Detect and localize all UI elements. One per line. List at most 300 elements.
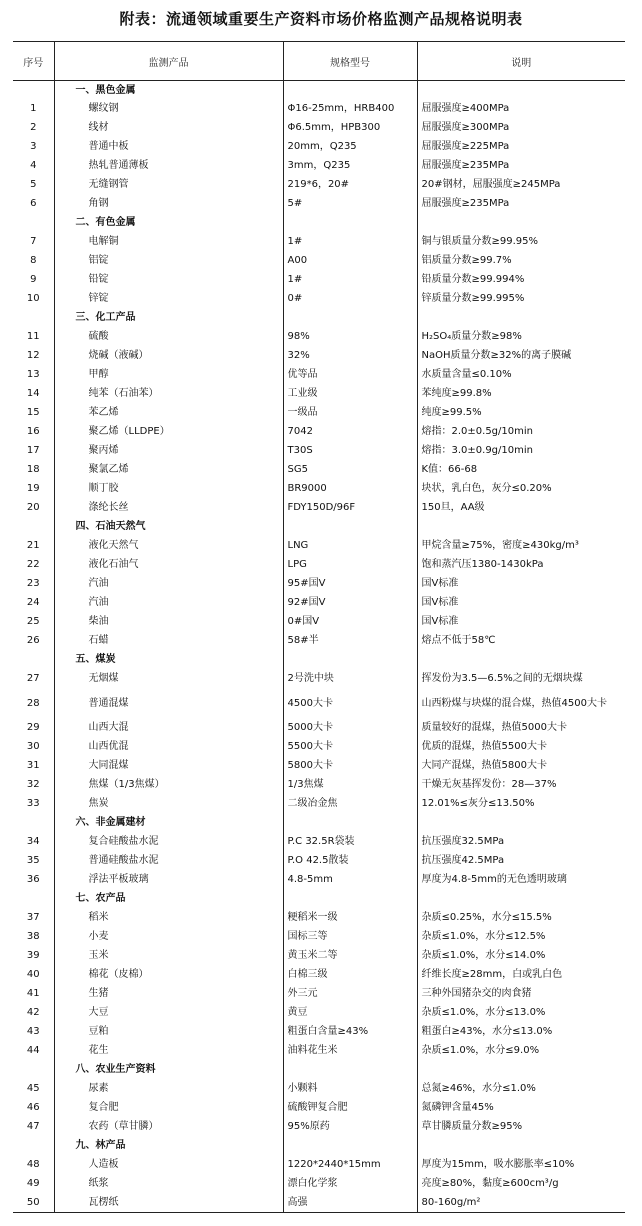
row-number: 27	[26, 673, 40, 684]
product-note: 厚度为15mm，吸水膨胀率≤10%	[417, 1156, 625, 1175]
product-note: 粗蛋白≥43%，水分≤13.0%	[417, 1023, 625, 1042]
product-name: 普通硅酸盐水泥	[54, 852, 283, 871]
product-spec: 漂白化学浆	[283, 1175, 417, 1194]
product-name: 山西大混	[54, 719, 283, 738]
product-note: 锌质量分数≥99.995%	[417, 290, 625, 309]
product-note: 水质量含量≤0.10%	[417, 366, 625, 385]
product-spec: LNG	[283, 537, 417, 556]
table-row	[13, 1080, 625, 1099]
table-row	[13, 833, 625, 852]
category-label: 七、农产品	[54, 890, 283, 909]
product-note: 抗压强度32.5MPa	[417, 833, 625, 852]
table-row	[13, 385, 625, 404]
row-number: 17	[26, 445, 40, 456]
product-name: 柴油	[54, 613, 283, 632]
category-no-cell	[13, 309, 54, 328]
table-row	[13, 719, 625, 738]
product-note: 熔点不低于58℃	[417, 632, 625, 651]
row-number: 29	[26, 722, 40, 733]
row-number: 5	[30, 179, 37, 190]
product-note: 饱和蒸汽压1380-1430kPa	[417, 556, 625, 575]
category-row	[13, 890, 625, 909]
table-row	[13, 776, 625, 795]
table-row	[13, 157, 625, 176]
row-number: 41	[26, 988, 40, 999]
product-spec: 0#	[283, 290, 417, 309]
product-name: 无缝钢管	[54, 176, 283, 195]
row-number: 39	[26, 950, 40, 961]
table-row	[13, 252, 625, 271]
product-name: 聚乙烯（LLDPE）	[54, 423, 283, 442]
product-spec: 0#国Ⅴ	[283, 613, 417, 632]
product-name: 生猪	[54, 985, 283, 1004]
category-row	[13, 651, 625, 670]
row-number: 25	[26, 616, 40, 627]
product-note: 80-160g/m²	[417, 1194, 625, 1213]
row-number: 26	[26, 635, 40, 646]
row-number: 34	[26, 836, 40, 847]
product-spec: 黄豆	[283, 1004, 417, 1023]
table-row	[13, 738, 625, 757]
product-note: 铜与银质量分数≥99.95%	[417, 233, 625, 252]
product-note: 屈服强度≥300MPa	[417, 119, 625, 138]
table-row	[13, 1099, 625, 1118]
category-label: 五、煤炭	[54, 651, 283, 670]
category-no-cell	[13, 1137, 54, 1156]
product-name: 石蜡	[54, 632, 283, 651]
table-row	[13, 1156, 625, 1175]
product-spec: 32%	[283, 347, 417, 366]
product-note: 三种外国猪杂交的肉食猪	[417, 985, 625, 1004]
header-no: 序号	[13, 42, 54, 81]
product-note: 国Ⅴ标准	[417, 594, 625, 613]
product-name: 电解铜	[54, 233, 283, 252]
product-spec: 外三元	[283, 985, 417, 1004]
product-name: 纯苯（石油苯）	[54, 385, 283, 404]
category-label: 四、石油天然气	[54, 518, 283, 537]
table-row	[13, 100, 625, 119]
category-spec-cell	[283, 81, 417, 100]
product-note: 铝质量分数≥99.7%	[417, 252, 625, 271]
table-row	[13, 852, 625, 871]
row-number: 21	[26, 540, 40, 551]
table-row	[13, 909, 625, 928]
category-no-cell	[13, 81, 54, 100]
table-row	[13, 1194, 625, 1213]
table-row	[13, 632, 625, 651]
header-spec: 规格型号	[283, 42, 417, 81]
product-note: 铅质量分数≥99.994%	[417, 271, 625, 290]
category-note-cell	[417, 518, 625, 537]
product-spec: 7042	[283, 423, 417, 442]
product-note: 厚度为4.8-5mm的无色透明玻璃	[417, 871, 625, 890]
product-spec: BR9000	[283, 480, 417, 499]
product-name: 汽油	[54, 594, 283, 613]
table-row	[13, 966, 625, 985]
product-note: 20#钢材，屈服强度≥245MPa	[417, 176, 625, 195]
category-spec-cell	[283, 214, 417, 233]
row-number: 49	[26, 1178, 40, 1189]
product-name: 液化天然气	[54, 537, 283, 556]
product-name: 无烟煤	[54, 670, 283, 689]
row-number: 14	[26, 388, 40, 399]
category-no-cell	[13, 518, 54, 537]
row-number: 22	[26, 559, 40, 570]
product-note: 屈服强度≥235MPa	[417, 157, 625, 176]
category-row	[13, 1137, 625, 1156]
product-spec: 1#	[283, 271, 417, 290]
product-note: 苯纯度≥99.8%	[417, 385, 625, 404]
row-number: 40	[26, 969, 40, 980]
row-number: 50	[13, 1194, 54, 1213]
product-note: 国Ⅴ标准	[417, 575, 625, 594]
product-name: 焦炭	[54, 795, 283, 814]
row-number: 35	[26, 855, 40, 866]
product-spec: 5#	[283, 195, 417, 214]
product-spec: 粳稻米一级	[283, 909, 417, 928]
row-number: 11	[26, 331, 40, 342]
product-name: 顺丁胶	[54, 480, 283, 499]
category-row	[13, 518, 625, 537]
category-note-cell	[417, 1061, 625, 1080]
row-number: 32	[26, 779, 40, 790]
product-note: 质量较好的混煤，热值5000大卡	[417, 719, 625, 738]
product-note: 杂质≤1.0%，水分≤14.0%	[417, 947, 625, 966]
product-note: 氮磷钾含量45%	[417, 1099, 625, 1118]
category-note-cell	[417, 309, 625, 328]
table-row	[13, 461, 625, 480]
product-spec: 工业级	[283, 385, 417, 404]
row-number: 46	[26, 1102, 40, 1113]
product-name: 浮法平板玻璃	[54, 871, 283, 890]
product-name: 液化石油气	[54, 556, 283, 575]
product-spec: 黄玉米二等	[283, 947, 417, 966]
category-label: 三、化工产品	[54, 309, 283, 328]
product-name: 农药（草甘膦）	[54, 1118, 283, 1137]
category-note-cell	[417, 890, 625, 909]
row-number: 23	[26, 578, 40, 589]
category-no-cell	[13, 214, 54, 233]
product-name: 尿素	[54, 1080, 283, 1099]
product-name: 棉花（皮棉）	[54, 966, 283, 985]
table-row	[13, 290, 625, 309]
product-spec: 1#	[283, 233, 417, 252]
page-title: 附表：流通领域重要生产资料市场价格监测产品规格说明表	[119, 10, 523, 28]
table-row	[13, 347, 625, 366]
product-spec: 4500大卡	[283, 689, 417, 719]
table-row	[13, 1118, 625, 1137]
row-number: 28	[26, 697, 40, 709]
category-row	[13, 214, 625, 233]
product-name: 瓦楞纸	[54, 1194, 283, 1213]
product-spec: 1220*2440*15mm	[283, 1156, 417, 1175]
product-spec: 1/3焦煤	[283, 776, 417, 795]
table-row	[13, 537, 625, 556]
product-note: 熔指：2.0±0.5g/10min	[417, 423, 625, 442]
table-row	[13, 613, 625, 632]
table-row	[13, 985, 625, 1004]
product-spec: P.O 42.5散装	[283, 852, 417, 871]
product-spec: 国标三等	[283, 928, 417, 947]
product-note: 甲烷含量≥75%，密度≥430kg/m³	[417, 537, 625, 556]
row-number: 47	[26, 1121, 40, 1132]
product-spec: 优等品	[283, 366, 417, 385]
product-spec: 95%原药	[283, 1118, 417, 1137]
table-row	[13, 233, 625, 252]
category-no-cell	[13, 890, 54, 909]
product-note: 大同产混煤，热值5800大卡	[417, 757, 625, 776]
product-name: 稻米	[54, 909, 283, 928]
table-row	[13, 366, 625, 385]
product-note: 屈服强度≥225MPa	[417, 138, 625, 157]
product-note: 杂质≤1.0%，水分≤9.0%	[417, 1042, 625, 1061]
product-note: 干燥无灰基挥发份：28—37%	[417, 776, 625, 795]
table-row	[13, 1042, 625, 1061]
row-number: 18	[26, 464, 40, 475]
table-row	[13, 1175, 625, 1194]
product-name: 角钢	[54, 195, 283, 214]
product-spec: 20mm，Q235	[283, 138, 417, 157]
product-note: 亮度≥80%，黏度≥600cm³/g	[417, 1175, 625, 1194]
product-spec: 5800大卡	[283, 757, 417, 776]
table-row	[13, 575, 625, 594]
category-note-cell	[417, 814, 625, 833]
product-spec: FDY150D/96F	[283, 499, 417, 518]
product-name: 大同混煤	[54, 757, 283, 776]
row-number: 24	[26, 597, 40, 608]
row-number: 9	[30, 274, 37, 285]
product-spec: 2号洗中块	[283, 670, 417, 689]
product-note: 草甘膦质量分数≥95%	[417, 1118, 625, 1137]
table-row	[13, 404, 625, 423]
table-row	[13, 271, 625, 290]
category-label: 二、有色金属	[54, 214, 283, 233]
product-note: 杂质≤1.0%，水分≤13.0%	[417, 1004, 625, 1023]
category-label: 八、农业生产资料	[54, 1061, 283, 1080]
product-spec: 5000大卡	[283, 719, 417, 738]
table-row	[13, 670, 625, 689]
product-spec: P.C 32.5R袋装	[283, 833, 417, 852]
product-name: 铅锭	[54, 271, 283, 290]
product-note: K值：66-68	[417, 461, 625, 480]
row-number: 4	[30, 160, 37, 171]
product-note: 山西粉煤与块煤的混合煤，热值4500大卡	[417, 689, 625, 719]
product-name: 复合肥	[54, 1099, 283, 1118]
product-spec: 高强	[283, 1194, 417, 1213]
row-number: 48	[26, 1159, 40, 1170]
product-spec: 一级品	[283, 404, 417, 423]
category-spec-cell	[283, 651, 417, 670]
category-label: 九、林产品	[54, 1137, 283, 1156]
product-spec: 白棉三级	[283, 966, 417, 985]
product-spec: SG5	[283, 461, 417, 480]
category-note-cell	[417, 81, 625, 100]
product-name: 花生	[54, 1042, 283, 1061]
product-name: 螺纹钢	[54, 100, 283, 119]
row-number: 33	[26, 798, 40, 809]
row-number: 3	[30, 141, 37, 152]
product-spec: 粗蛋白含量≥43%	[283, 1023, 417, 1042]
product-note: 熔指：3.0±0.9g/10min	[417, 442, 625, 461]
product-note: 杂质≤1.0%，水分≤12.5%	[417, 928, 625, 947]
product-spec: 3mm，Q235	[283, 157, 417, 176]
row-number: 1	[30, 103, 37, 114]
product-note: 纯度≥99.5%	[417, 404, 625, 423]
header-product: 监测产品	[54, 42, 283, 81]
product-name: 聚氯乙烯	[54, 461, 283, 480]
category-note-cell	[417, 651, 625, 670]
row-number: 10	[26, 293, 40, 304]
row-number: 31	[26, 760, 40, 771]
product-note: 屈服强度≥400MPa	[417, 100, 625, 119]
product-name: 山西优混	[54, 738, 283, 757]
product-name: 热轧普通薄板	[54, 157, 283, 176]
table-row	[13, 928, 625, 947]
product-spec: 219*6，20#	[283, 176, 417, 195]
spec-table	[13, 41, 625, 1213]
table-row	[13, 480, 625, 499]
product-note: 优质的混煤，热值5500大卡	[417, 738, 625, 757]
row-number: 2	[30, 122, 37, 133]
product-name: 线材	[54, 119, 283, 138]
table-row	[13, 947, 625, 966]
category-note-cell	[417, 214, 625, 233]
product-name: 普通混煤	[54, 689, 283, 719]
category-spec-cell	[283, 1061, 417, 1080]
category-spec-cell	[283, 890, 417, 909]
category-row	[13, 1061, 625, 1080]
row-number: 13	[26, 369, 40, 380]
table-header	[13, 42, 625, 81]
product-name: 烧碱（液碱）	[54, 347, 283, 366]
product-spec: LPG	[283, 556, 417, 575]
row-number: 7	[30, 236, 37, 247]
category-label: 六、非金属建材	[54, 814, 283, 833]
table-row	[13, 556, 625, 575]
row-number: 8	[30, 255, 37, 266]
product-name: 苯乙烯	[54, 404, 283, 423]
category-spec-cell	[283, 309, 417, 328]
product-spec: 5500大卡	[283, 738, 417, 757]
product-spec: 硫酸钾复合肥	[283, 1099, 417, 1118]
table-row	[13, 757, 625, 776]
product-name: 铝锭	[54, 252, 283, 271]
row-number: 42	[26, 1007, 40, 1018]
product-name: 锌锭	[54, 290, 283, 309]
category-spec-cell	[283, 814, 417, 833]
table-row	[13, 594, 625, 613]
product-spec: 小颗料	[283, 1080, 417, 1099]
product-note: H₂SO₄质量分数≥98%	[417, 328, 625, 347]
row-number: 6	[30, 198, 37, 209]
product-spec: 98%	[283, 328, 417, 347]
product-note: 挥发份为3.5—6.5%之间的无烟块煤	[417, 670, 625, 689]
category-note-cell	[417, 1137, 625, 1156]
table-row	[13, 499, 625, 518]
table-row	[13, 423, 625, 442]
row-number: 37	[26, 912, 40, 923]
row-number: 19	[26, 483, 40, 494]
product-name: 汽油	[54, 575, 283, 594]
product-spec: T30S	[283, 442, 417, 461]
product-spec: 4.8-5mm	[283, 871, 417, 890]
product-spec: 58#半	[283, 632, 417, 651]
product-name: 大豆	[54, 1004, 283, 1023]
product-name: 普通中板	[54, 138, 283, 157]
product-name: 涤纶长丝	[54, 499, 283, 518]
product-spec: A00	[283, 252, 417, 271]
row-number: 45	[26, 1083, 40, 1094]
product-name: 甲醇	[54, 366, 283, 385]
product-spec: Φ16-25mm，HRB400	[283, 100, 417, 119]
product-note: 屈服强度≥235MPa	[417, 195, 625, 214]
row-number: 12	[26, 350, 40, 361]
row-number: 44	[26, 1045, 40, 1056]
product-note: 纤维长度≥28mm，白或乳白色	[417, 966, 625, 985]
header-row	[13, 42, 625, 81]
product-spec: 油料花生米	[283, 1042, 417, 1061]
category-spec-cell	[283, 518, 417, 537]
category-no-cell	[13, 814, 54, 833]
row-number: 38	[26, 931, 40, 942]
table-row	[13, 442, 625, 461]
product-name: 人造板	[54, 1156, 283, 1175]
product-name: 小麦	[54, 928, 283, 947]
category-row	[13, 81, 625, 100]
category-spec-cell	[283, 1137, 417, 1156]
header-note: 说明	[417, 42, 625, 81]
category-label: 一、黑色金属	[54, 81, 283, 100]
table-row	[13, 795, 625, 814]
category-row	[13, 814, 625, 833]
row-number: 43	[26, 1026, 40, 1037]
row-number: 20	[26, 502, 40, 513]
category-row	[13, 309, 625, 328]
product-spec: 92#国Ⅴ	[283, 594, 417, 613]
table-row	[13, 871, 625, 890]
product-note: 150旦，AA级	[417, 499, 625, 518]
table-row	[13, 1023, 625, 1042]
product-note: 总氮≥46%，水分≤1.0%	[417, 1080, 625, 1099]
product-note: 块状，乳白色，灰分≤0.20%	[417, 480, 625, 499]
product-note: NaOH质量分数≥32%的离子膜碱	[417, 347, 625, 366]
product-name: 焦煤（1/3焦煤）	[54, 776, 283, 795]
product-note: 抗压强度42.5MPa	[417, 852, 625, 871]
table-row	[13, 689, 625, 719]
table-row	[13, 119, 625, 138]
product-name: 玉米	[54, 947, 283, 966]
row-number: 30	[26, 741, 40, 752]
product-name: 纸浆	[54, 1175, 283, 1194]
row-number: 16	[26, 426, 40, 437]
product-spec: 二级冶金焦	[283, 795, 417, 814]
table-row	[13, 195, 625, 214]
category-no-cell	[13, 1061, 54, 1080]
row-number: 36	[26, 874, 40, 885]
product-note: 12.01%≤灰分≤13.50%	[417, 795, 625, 814]
product-name: 硫酸	[54, 328, 283, 347]
product-name: 聚丙烯	[54, 442, 283, 461]
row-number: 15	[26, 407, 40, 418]
table-row	[13, 1004, 625, 1023]
product-spec: 95#国Ⅴ	[283, 575, 417, 594]
table-row	[13, 328, 625, 347]
product-note: 国Ⅴ标准	[417, 613, 625, 632]
table-row	[13, 176, 625, 195]
product-spec: Φ6.5mm，HPB300	[283, 119, 417, 138]
product-note: 杂质≤0.25%，水分≤15.5%	[417, 909, 625, 928]
table-row	[13, 138, 625, 157]
